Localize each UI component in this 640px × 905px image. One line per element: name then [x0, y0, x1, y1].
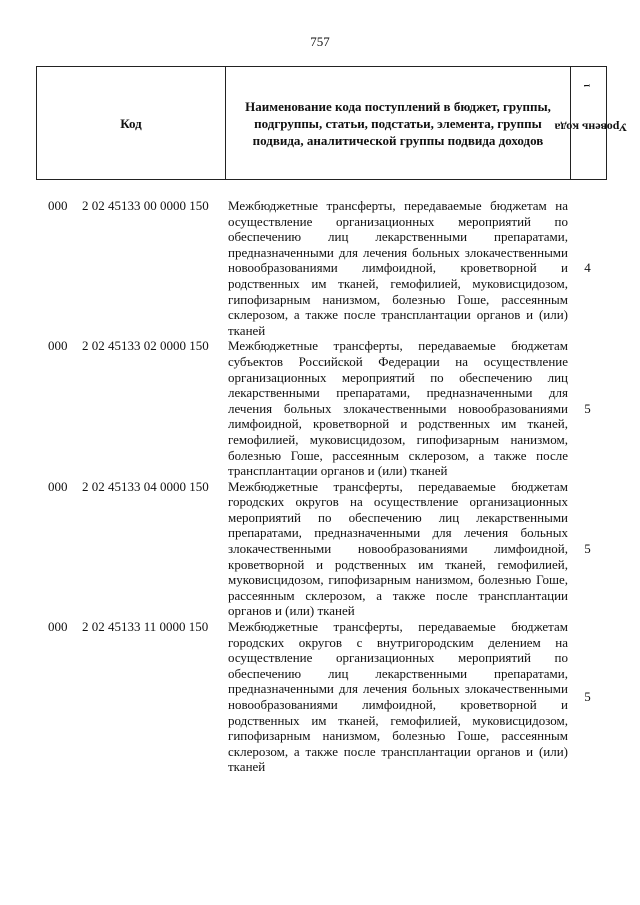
row-name: Межбюджетные трансферты, передаваемые бюджетам городских округов на осуществление организационных мероприятий по обеспечению лиц лекарственными препаратами, предназначенными для лечения больных злокачественными новообразованиями лимфоидной, кроветворной и родственных им тканей, гемофилией, муковисцидозом, гипофизарным нанизмом, болезнью Гоше, рассеянным склерозом, а также после трансплантации органов и (или) тканей: [228, 478, 568, 619]
header-level: [554, 67, 627, 179]
row-code: 2 02 45133 04 0000 150: [82, 478, 209, 494]
header-level-label: Уровень кода: [554, 120, 627, 134]
row-level: 5: [584, 689, 591, 705]
row-prefix: 000: [48, 198, 68, 213]
row-level: 5: [584, 541, 591, 557]
row-name: Межбюджетные трансферты, передаваемые бюджетам субъектов Российской Федерации на осуществление организационных мероприятий по обеспечению лиц лекарственными препаратами, предназначенными для лечения больных злокачественными новообразованиями лимфоидной, кроветворной и родственных им тканей, гемофилией, муковисцидозом, гипофизарным нанизмом, болезнью Гоше, рассеянным склерозом, а также после трансплантации органов и (или) тканей: [228, 338, 568, 479]
row-code: 2 02 45133 00 0000 150: [82, 198, 209, 213]
table-header: [36, 66, 627, 180]
table-row: [36, 619, 607, 775]
row-level: 5: [584, 400, 591, 416]
table-body: [36, 198, 607, 775]
row-prefix: 000: [48, 338, 68, 354]
table-row: [36, 479, 607, 619]
header-code: Код: [37, 67, 226, 179]
row-prefix: 000: [48, 619, 68, 635]
row-code: 2 02 45133 11 0000 150: [82, 619, 209, 635]
row-prefix: 000: [48, 478, 68, 494]
table-row: [36, 198, 607, 338]
row-code: 2 02 45133 02 0000 150: [82, 338, 209, 354]
table-row: [36, 338, 607, 478]
row-name: Межбюджетные трансферты, передаваемые бюджетам городских округов с внутригородским делением на осуществление организационных мероприятий по обеспечению лиц лекарственными препаратами, предназначенными для лечения больных злокачественными новообразованиями лимфоидной, кроветворной и родственных им тканей, гемофилией, муковисцидозом, гипофизарным нанизмом, болезнью Гоше, рассеянным склерозом, а также после трансплантации органов и (или) тканей: [228, 619, 568, 775]
header-name: Наименование кода поступлений в бюджет, группы, подгруппы, статьи, подстатьи, элемента, группы подвида, аналитической группы подвида доходов: [226, 67, 571, 179]
page-number: 757: [310, 34, 330, 49]
row-level: 4: [584, 260, 591, 276]
header-level-footnote: 1: [582, 83, 591, 88]
row-name: Межбюджетные трансферты, передаваемые бюджетам на осуществление организационных мероприятий по обеспечению лиц лекарственными препаратами, предназначенными для лечения больных злокачественными новообразованиями лимфоидной, кроветворной и родственных им тканей, гемофилией, муковисцидозом, гипофизарным нанизмом, болезнью Гоше, рассеянным склерозом, а также после трансплантации органов и (или) тканей: [228, 198, 568, 338]
